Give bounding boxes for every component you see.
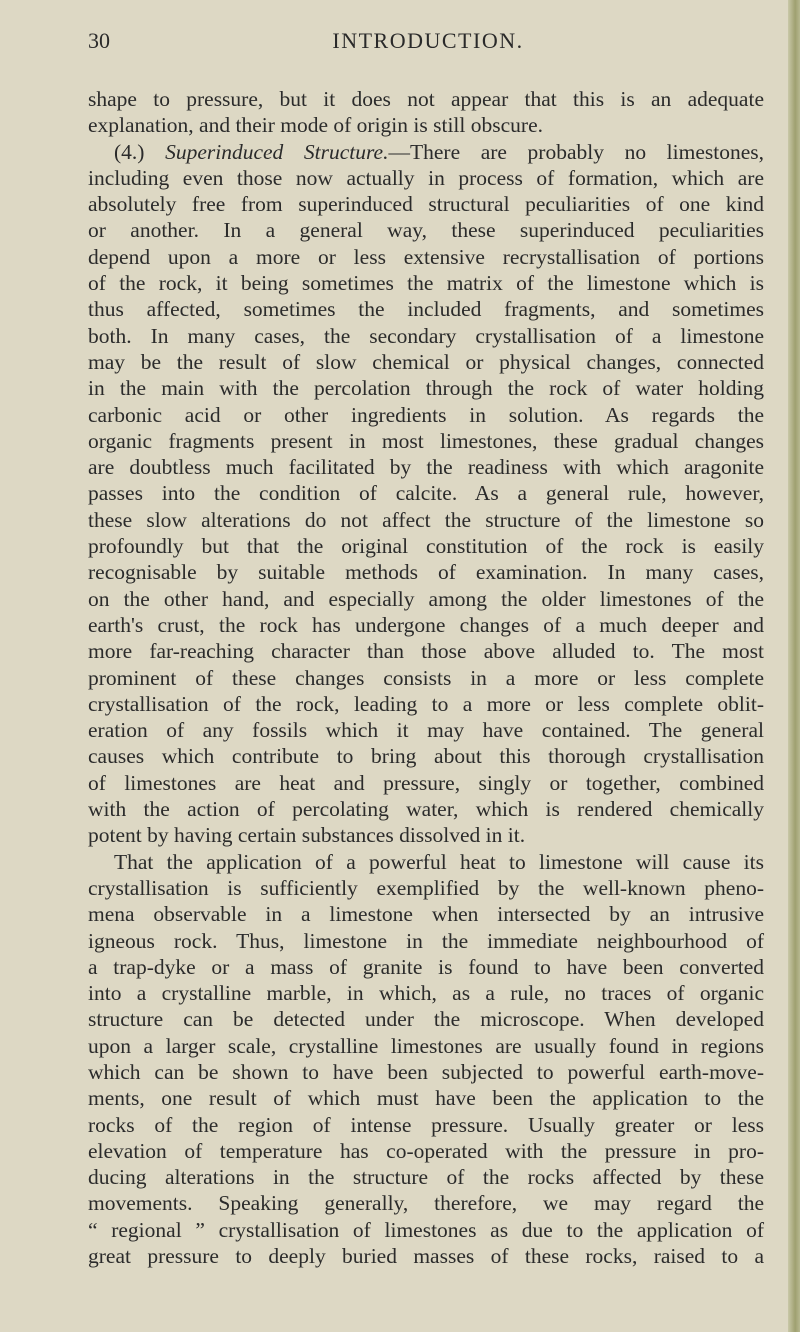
text-line: are doubtless much facilitated by the readiness with which aragonite	[88, 455, 764, 480]
text-line: crystallisation of the rock, leading to a more or less complete oblit-	[88, 691, 764, 716]
text-line: great pressure to deeply buried masses of these rocks, raised to a	[88, 1244, 764, 1269]
section-title: Superinduced Structure.	[165, 139, 389, 164]
text-line: rocks of the region of intense pressure. Usually greater or less	[88, 1112, 764, 1137]
text-line: mena observable in a limestone when intersected by an intrusive	[88, 902, 764, 927]
text-line: causes which contribute to bring about this thorough crystallisation	[88, 744, 764, 769]
text-line: “ regional ” crystallisation of limestones as due to the application of	[88, 1217, 764, 1242]
text-line: eration of any fossils which it may have contained. The general	[88, 718, 764, 743]
text-line: ducing alterations in the structure of the rocks affected by these	[88, 1165, 764, 1190]
text-line: earth's crust, the rock has undergone changes of a much deeper and	[88, 612, 764, 637]
text-line: profoundly but that the original constitution of the rock is easily	[88, 534, 764, 559]
text-line: structure can be detected under the microscope. When developed	[88, 1007, 764, 1032]
text-line: into a crystalline marble, in which, as a rule, no traces of organic	[88, 981, 764, 1006]
text-line: depend upon a more or less extensive recrystallisation of portions	[88, 244, 764, 269]
text-line: absolutely free from superinduced structural peculiarities of one kind	[88, 192, 764, 217]
text-line: organic fragments present in most limestones, these gradual changes	[88, 428, 764, 453]
text-line: may be the result of slow chemical or physical changes, connected	[88, 349, 764, 374]
running-head: INTRODUCTION.	[332, 28, 524, 53]
text-line: which can be shown to have been subjected to powerful earth-move-	[88, 1059, 764, 1084]
section-heading-line: (4.) Superinduced Structure.—There are probably no limestones,	[114, 139, 765, 164]
text-line: That the application of a powerful heat to limestone will cause its	[114, 849, 764, 874]
text-line: explanation, and their mode of origin is still obscure.	[88, 113, 543, 138]
text-line: prominent of these changes consists in a more or less complete	[88, 665, 764, 690]
text-line: on the other hand, and especially among the older limestones of the	[88, 586, 764, 611]
text-line: thus affected, sometimes the included fragments, and sometimes	[88, 297, 764, 322]
text-line: including even those now actually in process of formation, which are	[88, 165, 764, 190]
text-line: upon a larger scale, crystalline limestones are usually found in regions	[88, 1033, 764, 1058]
text-line: these slow alterations do not affect the structure of the limestone so	[88, 507, 764, 532]
text-line: a trap-dyke or a mass of granite is found to have been converted	[88, 954, 764, 979]
text-line: or another. In a general way, these superinduced peculiarities	[88, 218, 764, 243]
text-line: passes into the condition of calcite. As a general rule, however,	[88, 481, 764, 506]
text-line: of the rock, it being sometimes the matrix of the limestone which is	[88, 271, 764, 296]
text-line: in the main with the percolation through the rock of water holding	[88, 376, 764, 401]
text-line-fragment: There are probably no limestones,	[409, 139, 765, 164]
body-text	[88, 86, 764, 1269]
text-line: ments, one result of which must have been the application to the	[88, 1086, 764, 1111]
page-number: 30	[88, 28, 110, 53]
section-number: (4.)	[114, 139, 145, 164]
text-line: carbonic acid or other ingredients in solution. As regards the	[88, 402, 764, 427]
page-header	[88, 28, 768, 62]
text-line: shape to pressure, but it does not appear that this is an adequate	[88, 87, 764, 111]
text-line: recognisable by suitable methods of examination. In many cases,	[88, 560, 764, 585]
text-line: igneous rock. Thus, limestone in the immediate neighbourhood of	[88, 928, 764, 953]
text-line: movements. Speaking generally, therefore, we may regard the	[88, 1191, 764, 1216]
text-line: both. In many cases, the secondary crystallisation of a limestone	[88, 323, 764, 348]
text-line: with the action of percolating water, which is rendered chemically	[88, 797, 764, 822]
text-line: of limestones are heat and pressure, singly or together, combined	[88, 770, 764, 795]
text-line: elevation of temperature has co-operated with the pressure in pro-	[88, 1138, 764, 1163]
text-line: more far-reaching character than those above alluded to. The most	[88, 639, 764, 664]
text-line: crystallisation is sufficiently exemplified by the well-known pheno-	[88, 875, 764, 900]
page-edge	[788, 0, 800, 1332]
text-line: potent by having certain substances dissolved in it.	[88, 823, 526, 848]
